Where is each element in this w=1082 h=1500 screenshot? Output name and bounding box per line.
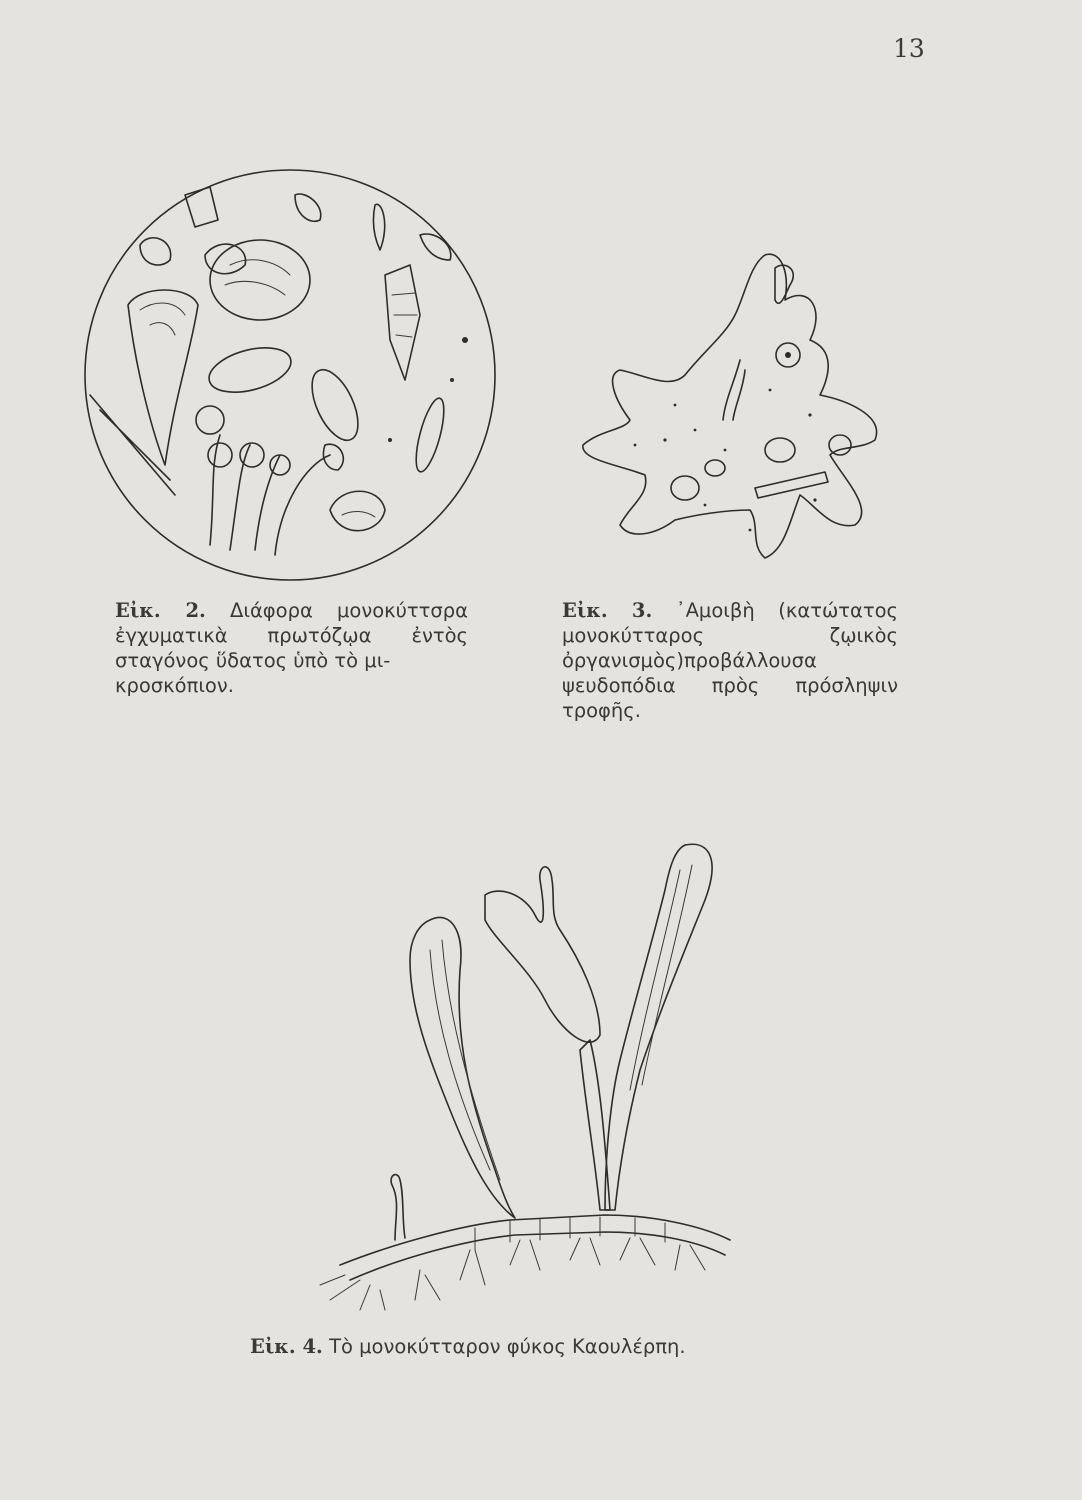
figure-3-text: ᾿Αμοιβὴ (κατώτατος μονοκύτταρος ζῳικὸς ὀργανισμὸς)προβάλλουσα ψευδοπόδια πρὸς πρόσληψιν τροφῆς.: [562, 599, 898, 722]
figure-3-amoeba-illustration: [575, 240, 895, 565]
figure-3-label: Εἰκ. 3.: [562, 599, 653, 622]
figure-4-caption: [250, 1335, 686, 1358]
page-number: 13: [893, 34, 925, 63]
figure-3-caption: [562, 598, 898, 723]
figure-2-caption: [115, 598, 468, 698]
figure-4-caulerpa-illustration: [300, 840, 760, 1320]
figure-4-text: Τὸ μονοκύτταρον φύκος Καουλέρπη.: [329, 1335, 686, 1358]
figure-2-label: Εἰκ. 2.: [115, 599, 206, 622]
figure-2-last-line: κροσκόπιον.: [115, 674, 234, 697]
figure-2-text: Διάφορα μονοκύττσρα ἐγχυματικὰ πρωτόζῳα ἐντὸς σταγόνος ὕδατος ὑπὸ τὸ μι-: [115, 599, 468, 672]
figure-4-label: Εἰκ. 4.: [250, 1335, 323, 1358]
figure-2-microscope-illustration: [80, 165, 510, 585]
